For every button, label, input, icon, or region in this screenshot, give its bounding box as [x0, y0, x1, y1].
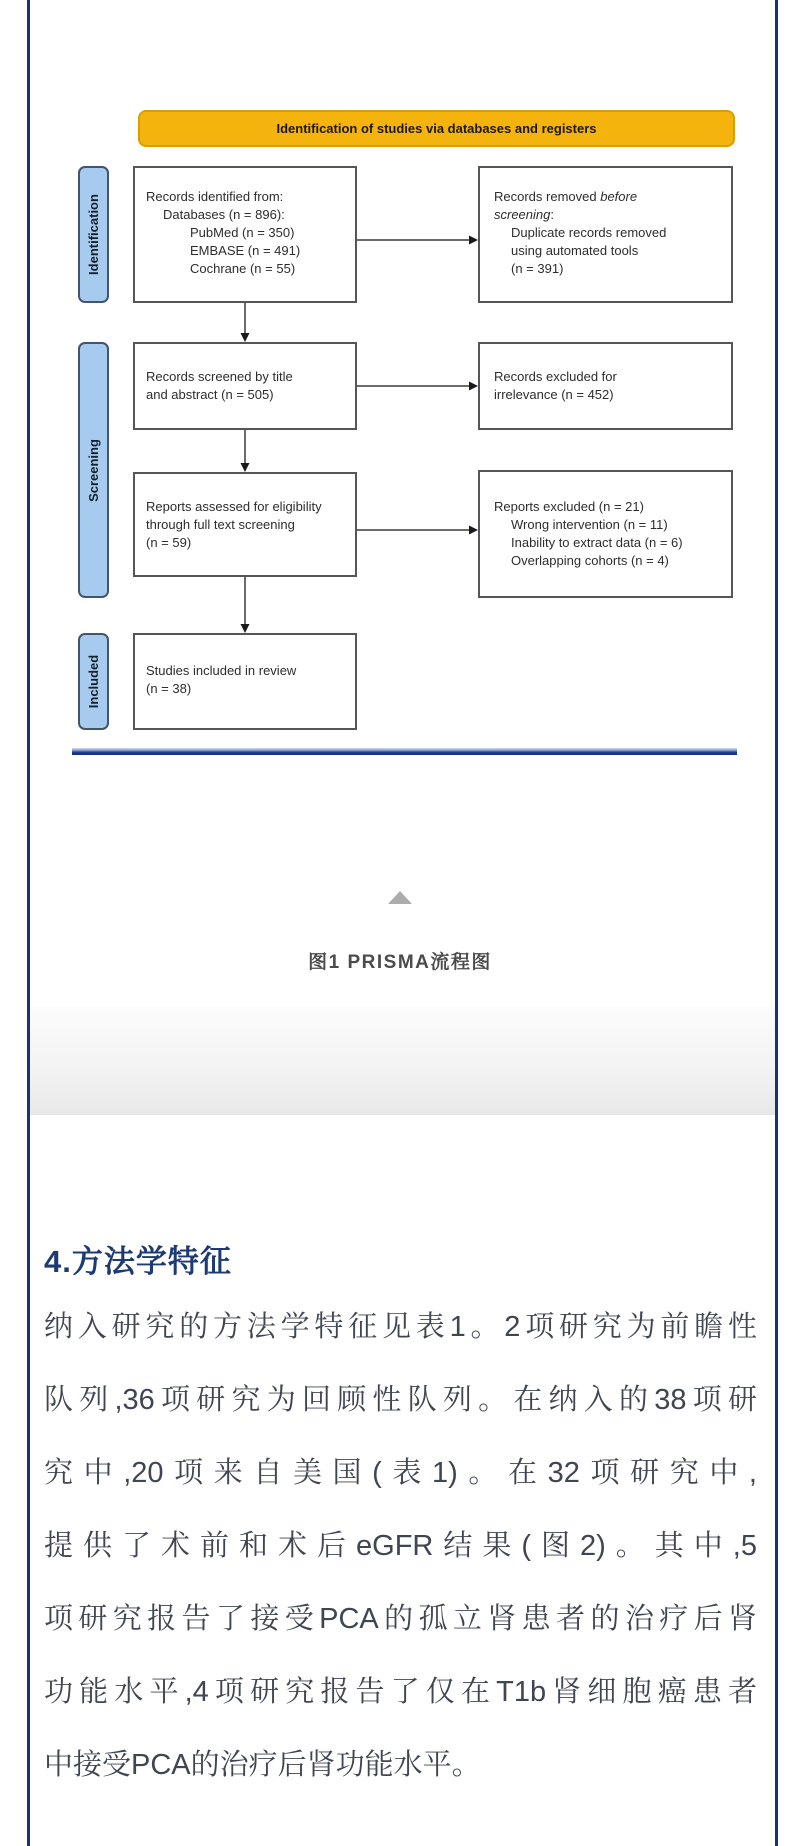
- paragraph-line: 功能水平,4项研究报告了仅在T1b肾细胞癌患者: [44, 1676, 757, 1708]
- text-line: Records removed before: [494, 189, 638, 204]
- section-heading: 4.方法学特征: [44, 1244, 232, 1279]
- collapse-arrow-icon[interactable]: [388, 891, 412, 904]
- flow-arrows: [0, 0, 800, 770]
- text-line: Inability to extract data (n = 6): [511, 535, 683, 550]
- prisma-header-banner: Identification of studies via databases and registers: [138, 110, 735, 147]
- paragraph-line: 中接受PCA的治疗后肾功能水平。: [44, 1749, 481, 1781]
- text-line: (n = 391): [511, 261, 564, 276]
- text-line: and abstract (n = 505): [146, 387, 274, 402]
- text-line: Overlapping cohorts (n = 4): [511, 553, 669, 568]
- text-line: Cochrane (n = 55): [190, 261, 296, 276]
- text-line: EMBASE (n = 491): [190, 243, 301, 258]
- paragraph-line: 队列,36项研究为回顾性队列。在纳入的38项研: [44, 1384, 757, 1416]
- text-line: Databases (n = 896):: [163, 207, 285, 222]
- text-line: Studies included in review: [146, 663, 297, 678]
- text-line: Records screened by title: [146, 369, 293, 384]
- article-paragraph: [44, 1291, 757, 1802]
- text-line: through full text screening: [146, 516, 295, 532]
- figure-divider-line: [72, 748, 737, 755]
- text-line: (n = 38): [146, 681, 192, 696]
- stage-label-text: Identification: [86, 194, 102, 275]
- stage-label-text: Included: [86, 654, 102, 709]
- text-line: using automated tools: [511, 243, 639, 258]
- text-line: Reports assessed for eligibility: [146, 498, 322, 514]
- text-line: (n = 59): [146, 534, 192, 550]
- text-line: irrelevance (n = 452): [494, 387, 614, 402]
- text-line: Records identified from:: [146, 189, 284, 204]
- text-line: Duplicate records removed: [511, 225, 667, 240]
- figure-caption: 图1 PRISMA流程图: [308, 952, 492, 973]
- paragraph-line: 纳入研究的方法学特征见表1。2项研究为前瞻性: [44, 1311, 757, 1343]
- text-line: PubMed (n = 350): [190, 225, 295, 240]
- section-fade-divider: [30, 1007, 775, 1115]
- paragraph-line: 究中,20项来自美国(表1)。在32项研究中,: [44, 1457, 757, 1489]
- text-line: Reports excluded (n = 21): [494, 499, 644, 514]
- text-line: screening:: [494, 207, 554, 222]
- paragraph-line: 项研究报告了接受PCA的孤立肾患者的治疗后肾: [44, 1603, 757, 1635]
- text-line: Wrong intervention (n = 11): [511, 517, 668, 532]
- text-line: Records excluded for: [494, 369, 617, 384]
- stage-label-text: Screening: [86, 438, 102, 502]
- paragraph-line: 提供了术前和术后eGFR结果(图2)。其中,5: [44, 1530, 757, 1562]
